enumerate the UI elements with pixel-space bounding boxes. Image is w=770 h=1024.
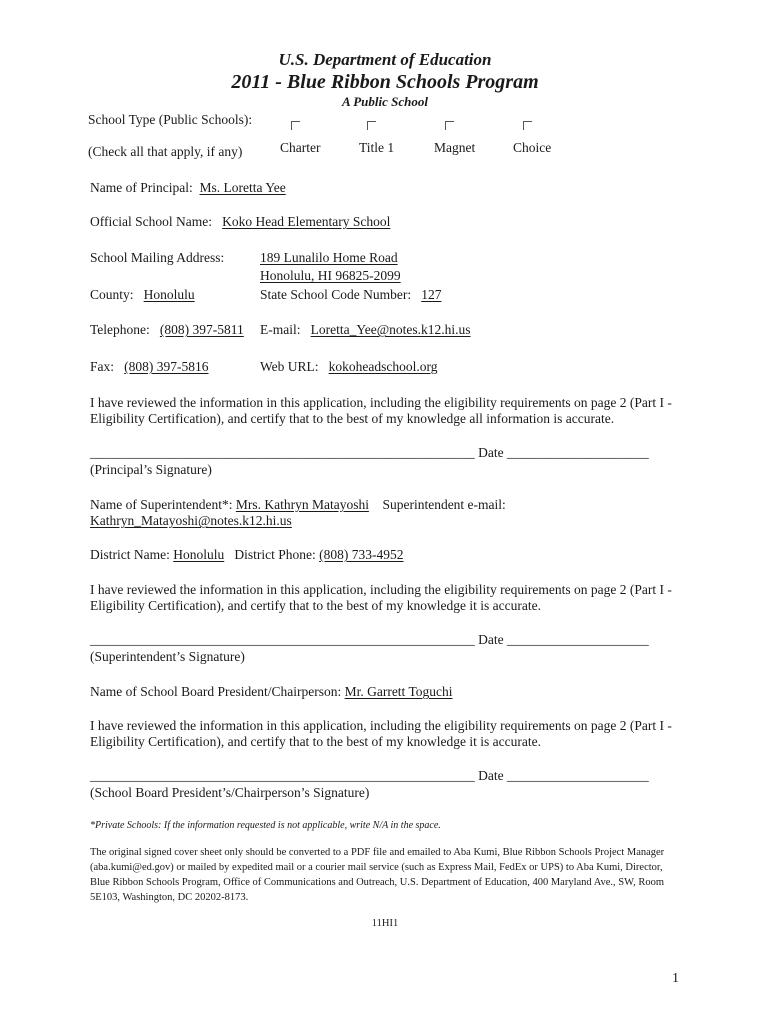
school-type-label: School Type (Public Schools):	[88, 112, 253, 127]
principal-value: Ms. Loretta Yee	[199, 180, 286, 195]
date-line: _____________________	[506, 768, 649, 783]
district-value: Honolulu	[173, 547, 225, 562]
web-row	[260, 359, 438, 375]
superintendent-value: Mrs. Kathryn Matayoshi	[235, 497, 369, 512]
email-value[interactable]: Loretta_Yee@notes.k12.hi.us	[310, 322, 471, 337]
board-label: Name of School Board President/Chairperson:	[90, 684, 342, 699]
date-label: Date	[478, 445, 504, 460]
signature-line: _________________________________________________________	[90, 632, 475, 647]
district-phone-value: (808) 733-4952	[319, 547, 404, 562]
principal-row	[90, 180, 286, 196]
email-label: E-mail:	[260, 322, 301, 337]
superintendent-signature-line	[90, 632, 649, 648]
superintendent-row	[90, 497, 506, 513]
principal-label: Name of Principal:	[90, 180, 193, 195]
principal-certification: I have reviewed the information in this application, including the eligibility requirements on page 2 (Part I - Eligibility Certification), and certify that to the best of my knowledge all information is accurate.	[90, 395, 672, 426]
board-row	[90, 684, 453, 700]
date-line: _____________________	[506, 445, 649, 460]
state-code-row	[260, 287, 441, 303]
state-code-value: 127	[421, 287, 442, 302]
web-value[interactable]: kokoheadschool.org	[328, 359, 438, 374]
date-label: Date	[478, 632, 504, 647]
title1-checkbox[interactable]	[367, 121, 376, 130]
telephone-label: Telephone:	[90, 322, 150, 337]
board-signature-caption: (School Board President’s/Chairperson’s Signature)	[90, 785, 370, 800]
fax-value: (808) 397-5816	[124, 359, 209, 374]
county-row	[90, 287, 195, 303]
magnet-checkbox[interactable]	[445, 121, 454, 130]
department-title: U.S. Department of Education	[278, 50, 492, 69]
page-number: 1	[672, 971, 679, 986]
telephone-row	[90, 322, 244, 338]
district-label: District Name:	[90, 547, 170, 562]
superintendent-email-label: Superintendent e-mail:	[382, 497, 506, 512]
board-certification: I have reviewed the information in this application, including the eligibility requirements on page 2 (Part I - Eligibility Certification), and certify that to the best of my knowledge it is accurate.	[90, 718, 672, 749]
county-label: County:	[90, 287, 134, 302]
fax-row	[90, 359, 209, 375]
title1-label: Title 1	[359, 140, 395, 155]
document-code: 11HI1	[371, 918, 399, 929]
superintendent-certification: I have reviewed the information in this application, including the eligibility requirements on page 2 (Part I - Eligibility Certification), and certify that to the best of my knowledge it is accurate.	[90, 582, 672, 613]
official-name-label: Official School Name:	[90, 214, 212, 229]
private-schools-footnote: *Private Schools: If the information requested is not applicable, write N/A in the space.	[90, 820, 441, 831]
date-line: _____________________	[506, 632, 649, 647]
email-row	[260, 322, 471, 338]
signature-line: _________________________________________________________	[90, 445, 475, 460]
superintendent-signature-caption: (Superintendent’s Signature)	[90, 649, 245, 664]
principal-signature-line	[90, 445, 649, 461]
principal-signature-caption: (Principal’s Signature)	[90, 462, 212, 477]
charter-label: Charter	[280, 140, 321, 155]
superintendent-label: Name of Superintendent*:	[90, 497, 233, 512]
school-type-hint: (Check all that apply, if any)	[88, 144, 243, 159]
district-row	[90, 547, 404, 563]
board-signature-line	[90, 768, 649, 784]
official-name-row	[90, 214, 390, 230]
signature-line: _________________________________________________________	[90, 768, 475, 783]
choice-checkbox[interactable]	[523, 121, 532, 130]
state-code-label: State School Code Number:	[260, 287, 412, 302]
county-value: Honolulu	[143, 287, 195, 302]
program-title: 2011 - Blue Ribbon Schools Program	[231, 71, 539, 93]
submission-instructions: The original signed cover sheet only should be converted to a PDF file and emailed to Aba Kumi, Blue Ribbon Schools Project Manager (aba.kumi@ed.gov) or mailed by expedited mail or a courier mail service (such as Express Mail, FedEx or UPS) to Aba Kumi, Director, Blue Ribbon Schools Program, Office of Communications and Outreach, U.S. Department of Education, 400 Maryland Ave., SW, Room 5E103, Washington, DC 20202-8173.	[90, 847, 665, 903]
magnet-label: Magnet	[434, 140, 476, 155]
telephone-value: (808) 397-5811	[159, 322, 244, 337]
fax-label: Fax:	[90, 359, 115, 374]
charter-checkbox[interactable]	[291, 121, 300, 130]
web-label: Web URL:	[260, 359, 319, 374]
superintendent-email[interactable]: Kathryn_Matayoshi@notes.k12.hi.us	[90, 513, 292, 528]
choice-label: Choice	[513, 140, 552, 155]
mailing-line2: Honolulu, HI 96825-2099	[260, 268, 401, 283]
date-label: Date	[478, 768, 504, 783]
official-name-value: Koko Head Elementary School	[222, 214, 391, 229]
mailing-line1: 189 Lunalilo Home Road	[260, 250, 398, 265]
district-phone-label: District Phone:	[234, 547, 316, 562]
board-value: Mr. Garrett Toguchi	[344, 684, 453, 699]
school-kind: A Public School	[342, 94, 428, 109]
mailing-label: School Mailing Address:	[90, 250, 225, 265]
